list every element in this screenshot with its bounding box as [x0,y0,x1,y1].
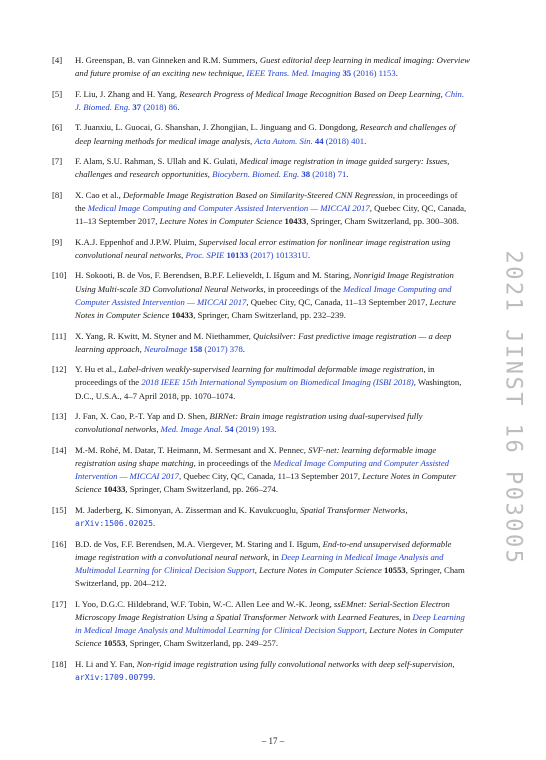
reference-entry [52,444,470,497]
reference-entry [52,189,470,229]
reference-fragment: Quicksilver: Fast predictive image registration — a deep learning approach [75,330,452,354]
reference-link[interactable]: (2018) 401 [323,135,365,146]
reference-fragment: , in proceedings of the [193,458,274,469]
reference-text [75,539,465,589]
reference-text [75,270,456,320]
reference-fragment: . [346,169,349,180]
reference-fragment: Research Progress of Medical Image Recognition Based on Deep Learning [179,88,441,99]
reference-text [75,89,464,112]
reference-entry [52,410,470,436]
reference-fragment: . [395,68,398,79]
reference-fragment: , Springer, Cham Switzerland, pp. 300–308. [306,216,459,227]
reference-fragment: Lecture Notes in Computer Science [75,296,456,321]
reference-fragment: 10553 [103,638,126,649]
reference-number: [10] [52,270,67,281]
reference-link[interactable]: 44 [314,135,324,146]
reference-fragment: , [242,68,247,79]
reference-link[interactable]: 37 [132,101,142,112]
reference-fragment: . [274,424,277,435]
reference-fragment: , [207,169,213,180]
reference-fragment: X. Yang, R. Kwitt, M. Styner and M. Niethammer, [75,330,253,341]
reference-fragment: , Springer, Cham Switzerland, pp. 249–257. [125,638,279,649]
reference-fragment: , [181,249,186,260]
reference-number: [14] [52,444,67,455]
reference-link[interactable]: 158 [189,343,203,354]
reference-entry [52,598,470,651]
reference-fragment: , [452,658,455,669]
reference-fragment: 10433 [103,484,126,495]
reference-link[interactable]: Med. Image Anal. [160,424,223,435]
reference-fragment: H. Greenspan, B. van Ginneken and R.M. Summers, [75,55,260,65]
reference-fragment: , Quebec City, QC, Canada, 11–13 September 2017, [246,296,430,307]
reference-entry [52,269,470,322]
reference-link[interactable]: (2018) 86 [141,101,178,112]
reference-link[interactable]: IEEE Trans. Med. Imaging [246,68,341,79]
reference-fragment: Lecture Notes in Computer Science [159,216,283,227]
reference-link[interactable]: Deep Learning in Medical Image Analysis and Multimodal Learning for Clinical Decision Support [75,611,465,636]
reference-number: [11] [52,330,67,341]
journal-side-stamp: 2021 JINST 16 P03005 [500,250,526,566]
reference-text [75,190,466,226]
reference-fragment: , in proceedings of the [75,189,458,214]
reference-fragment: , in [267,551,282,562]
reference-fragment: . [242,343,245,354]
reference-fragment: Label-driven weakly-supervised learning for multimodal deformable image registration [118,364,424,375]
reference-fragment: . [152,518,156,529]
reference-text [75,599,465,649]
reference-fragment: , [156,424,161,435]
reference-fragment: . [364,135,367,146]
reference-link[interactable]: (2017) 101331U [248,249,309,260]
reference-number: [18] [52,658,67,669]
reference-link[interactable]: Medical Image Computing and Computer Assisted Intervention — MICCAI 2017 [75,458,450,482]
reference-fragment: Nonrigid Image Registration Using Multi-scale 3D Convolutional Neural Networks [75,270,454,294]
reference-fragment: , Springer, Cham Switzerland, pp. 204–212. [75,565,465,589]
reference-fragment: . [152,672,156,683]
reference-link[interactable]: 2018 IEEE 15th International Symposium on Biomedical Imaging (ISBI 2018) [141,377,414,388]
reference-text [75,122,456,145]
reference-number: [5] [52,88,63,99]
reference-fragment: H. Li and Y. Fan, [75,658,137,669]
reference-number: [8] [52,189,63,200]
reference-fragment: Lecture Notes in Computer Science [259,565,382,576]
reference-link[interactable]: (2019) 193 [233,424,275,435]
reference-fragment: Medical image registration in image guided surgery: Issues, challenges and research opportunities [75,156,450,180]
reference-link[interactable]: Medical Image Computing and Computer Assisted Intervention — MICCAI 2017 [87,203,370,214]
reference-link[interactable]: Deep Learning in Medical Image Analysis and Multimodal Learning for Clinical Decision Support [75,551,444,576]
reference-fragment: , Washington, D.C., U.S.A., 4–7 April 2018, pp. 1070–1074. [75,377,462,401]
reference-fragment: Spatial Transformer Networks [300,504,406,515]
reference-fragment: Non-rigid image registration using fully convolutional networks with deep self-supervision [136,658,453,669]
reference-entry [52,155,470,181]
reference-fragment: , Springer, Cham Switzerland, pp. 232–239. [193,310,346,321]
reference-fragment: Y. Hu et al., [75,364,119,375]
reference-fragment: Deformable Image Registration Based on Similarity-Steered CNN Regression [123,189,393,200]
reference-fragment: , [405,504,408,515]
reference-link[interactable]: 54 [224,424,234,435]
reference-list [52,54,470,692]
reference-fragment: , [139,343,144,354]
reference-link[interactable]: Acta Autom. Sin. [254,135,313,146]
reference-fragment: Guest editorial deep learning in medical imaging: Overview and future promise of an exciting new technique [75,55,470,79]
reference-text [75,411,422,434]
reference-fragment: , in proceedings of the [263,283,344,294]
reference-number: [15] [52,504,67,515]
reference-text [75,55,470,78]
reference-link[interactable]: 35 [342,68,352,79]
reference-fragment: J. Fan, X. Cao, P.-T. Yap and D. Shen, [75,411,210,422]
reference-link[interactable]: arXiv:1709.00799 [75,672,153,683]
reference-entry [52,658,470,684]
reference-fragment: . [308,249,311,260]
reference-entry [52,121,470,147]
reference-fragment: B.D. de Vos, F.F. Berendsen, M.A. Viergever, M. Staring and I. Išgum, [75,538,323,549]
reference-link[interactable]: 38 [301,169,311,180]
reference-fragment: Lecture Notes in Computer Science [75,471,457,495]
reference-fragment: X. Cao et al., [75,189,124,200]
reference-number: [6] [52,122,63,133]
reference-fragment: 10433 [171,310,194,321]
reference-fragment: 10433 [284,216,307,227]
reference-number: [13] [52,411,67,422]
reference-fragment: I. Yoo, D.G.C. Hildebrand, W.F. Tobin, W.-C. Allen Lee and W.-K. Jeong, [75,598,334,609]
reference-link[interactable]: NeuroImage [143,343,188,354]
reference-text [75,331,451,354]
reference-link[interactable]: arXiv:1506.02025 [75,518,153,529]
reference-entry [52,88,470,114]
reference-entry [52,330,470,356]
reference-fragment: , [250,135,255,146]
reference-fragment: 10553 [384,565,406,576]
reference-fragment: F. Liu, J. Zhang and H. Yang, [75,88,180,99]
reference-entry [52,54,470,80]
reference-fragment: , Springer, Cham Switzerland, pp. 266–274. [125,484,279,495]
reference-fragment: , [364,625,370,636]
reference-number: [4] [52,55,63,65]
reference-text [75,364,461,400]
reference-fragment: M.-M. Rohé, M. Datar, T. Heimann, M. Sermesant and X. Pennec, [75,444,309,455]
reference-fragment: End-to-end unsupervised deformable image registration with a convolutional neural network [75,538,452,562]
reference-text [75,445,456,495]
reference-text [75,505,408,528]
reference-fragment: Lecture Notes in Computer Science [75,625,464,649]
reference-link[interactable]: (2017) 378 [202,343,243,354]
reference-fragment: , [440,88,445,99]
reference-entry [52,504,470,530]
reference-fragment: M. Jaderberg, K. Simonyan, A. Zisserman and K. Kavukcuoglu, [75,504,301,515]
reference-fragment: BIRNet: Brain image registration using dual-supervised fully convolutional networks [75,411,423,435]
reference-fragment: T. Juanxiu, L. Guocai, G. Shanshan, J. Zhongjian, L. Jinguang and G. Dongdong, [75,122,361,133]
reference-fragment: ssEMnet: Serial-Section Electron Microscopy Image Registration Using a Spatial Transformer Network with Learned Features [75,598,450,622]
reference-fragment: . [177,101,180,112]
reference-fragment: , Quebec City, QC, Canada, 11–13 September 2017, [179,471,363,482]
reference-fragment: H. Sokooti, B. de Vos, F. Berendsen, B.P.F. Lelieveldt, I. Išgum and M. Staring, [75,270,354,281]
reference-link[interactable]: 10133 [226,249,249,260]
reference-link[interactable]: Chin. J. Biomed. Eng. [75,88,464,112]
reference-fragment: F. Alam, S.U. Rahman, S. Ullah and K. Gulati, [75,156,240,167]
reference-fragment: K.A.J. Eppenhof and J.P.W. Pluim, [75,236,199,247]
reference-link[interactable]: Medical Image Computing and Computer Assisted Intervention — MICCAI 2017 [75,283,452,307]
reference-text [75,659,455,682]
reference-link[interactable]: Biocybern. Biomed. Eng. [212,169,300,180]
reference-link[interactable]: (2016) 1153 [351,68,396,79]
reference-number: [7] [52,156,63,167]
reference-number: [12] [52,364,67,375]
reference-fragment: , in proceedings of the [75,364,435,388]
reference-link[interactable]: (2018) 71 [310,169,347,180]
reference-text [75,156,449,179]
reference-number: [17] [52,598,67,609]
reference-link[interactable]: Proc. SPIE [185,249,225,260]
reference-fragment: Research and challenges of deep learning methods for medical image analysis [75,122,456,146]
reference-entry [52,363,470,403]
reference-entry [52,236,470,262]
reference-fragment: , in [399,611,413,622]
reference-fragment: SVF-net: learning deformable image registration using shape matching [75,444,437,469]
page-number: – 17 – [261,736,285,746]
reference-fragment: Supervised local error estimation for nonlinear image registration using convolutional neural networks [75,236,451,260]
reference-text [75,237,450,260]
reference-fragment: , Quebec City, QC, Canada, 11–13 September 2017, [75,203,467,227]
reference-number: [9] [52,236,63,247]
reference-fragment: , [254,565,260,576]
reference-entry [52,538,470,591]
reference-number: [16] [52,538,67,549]
